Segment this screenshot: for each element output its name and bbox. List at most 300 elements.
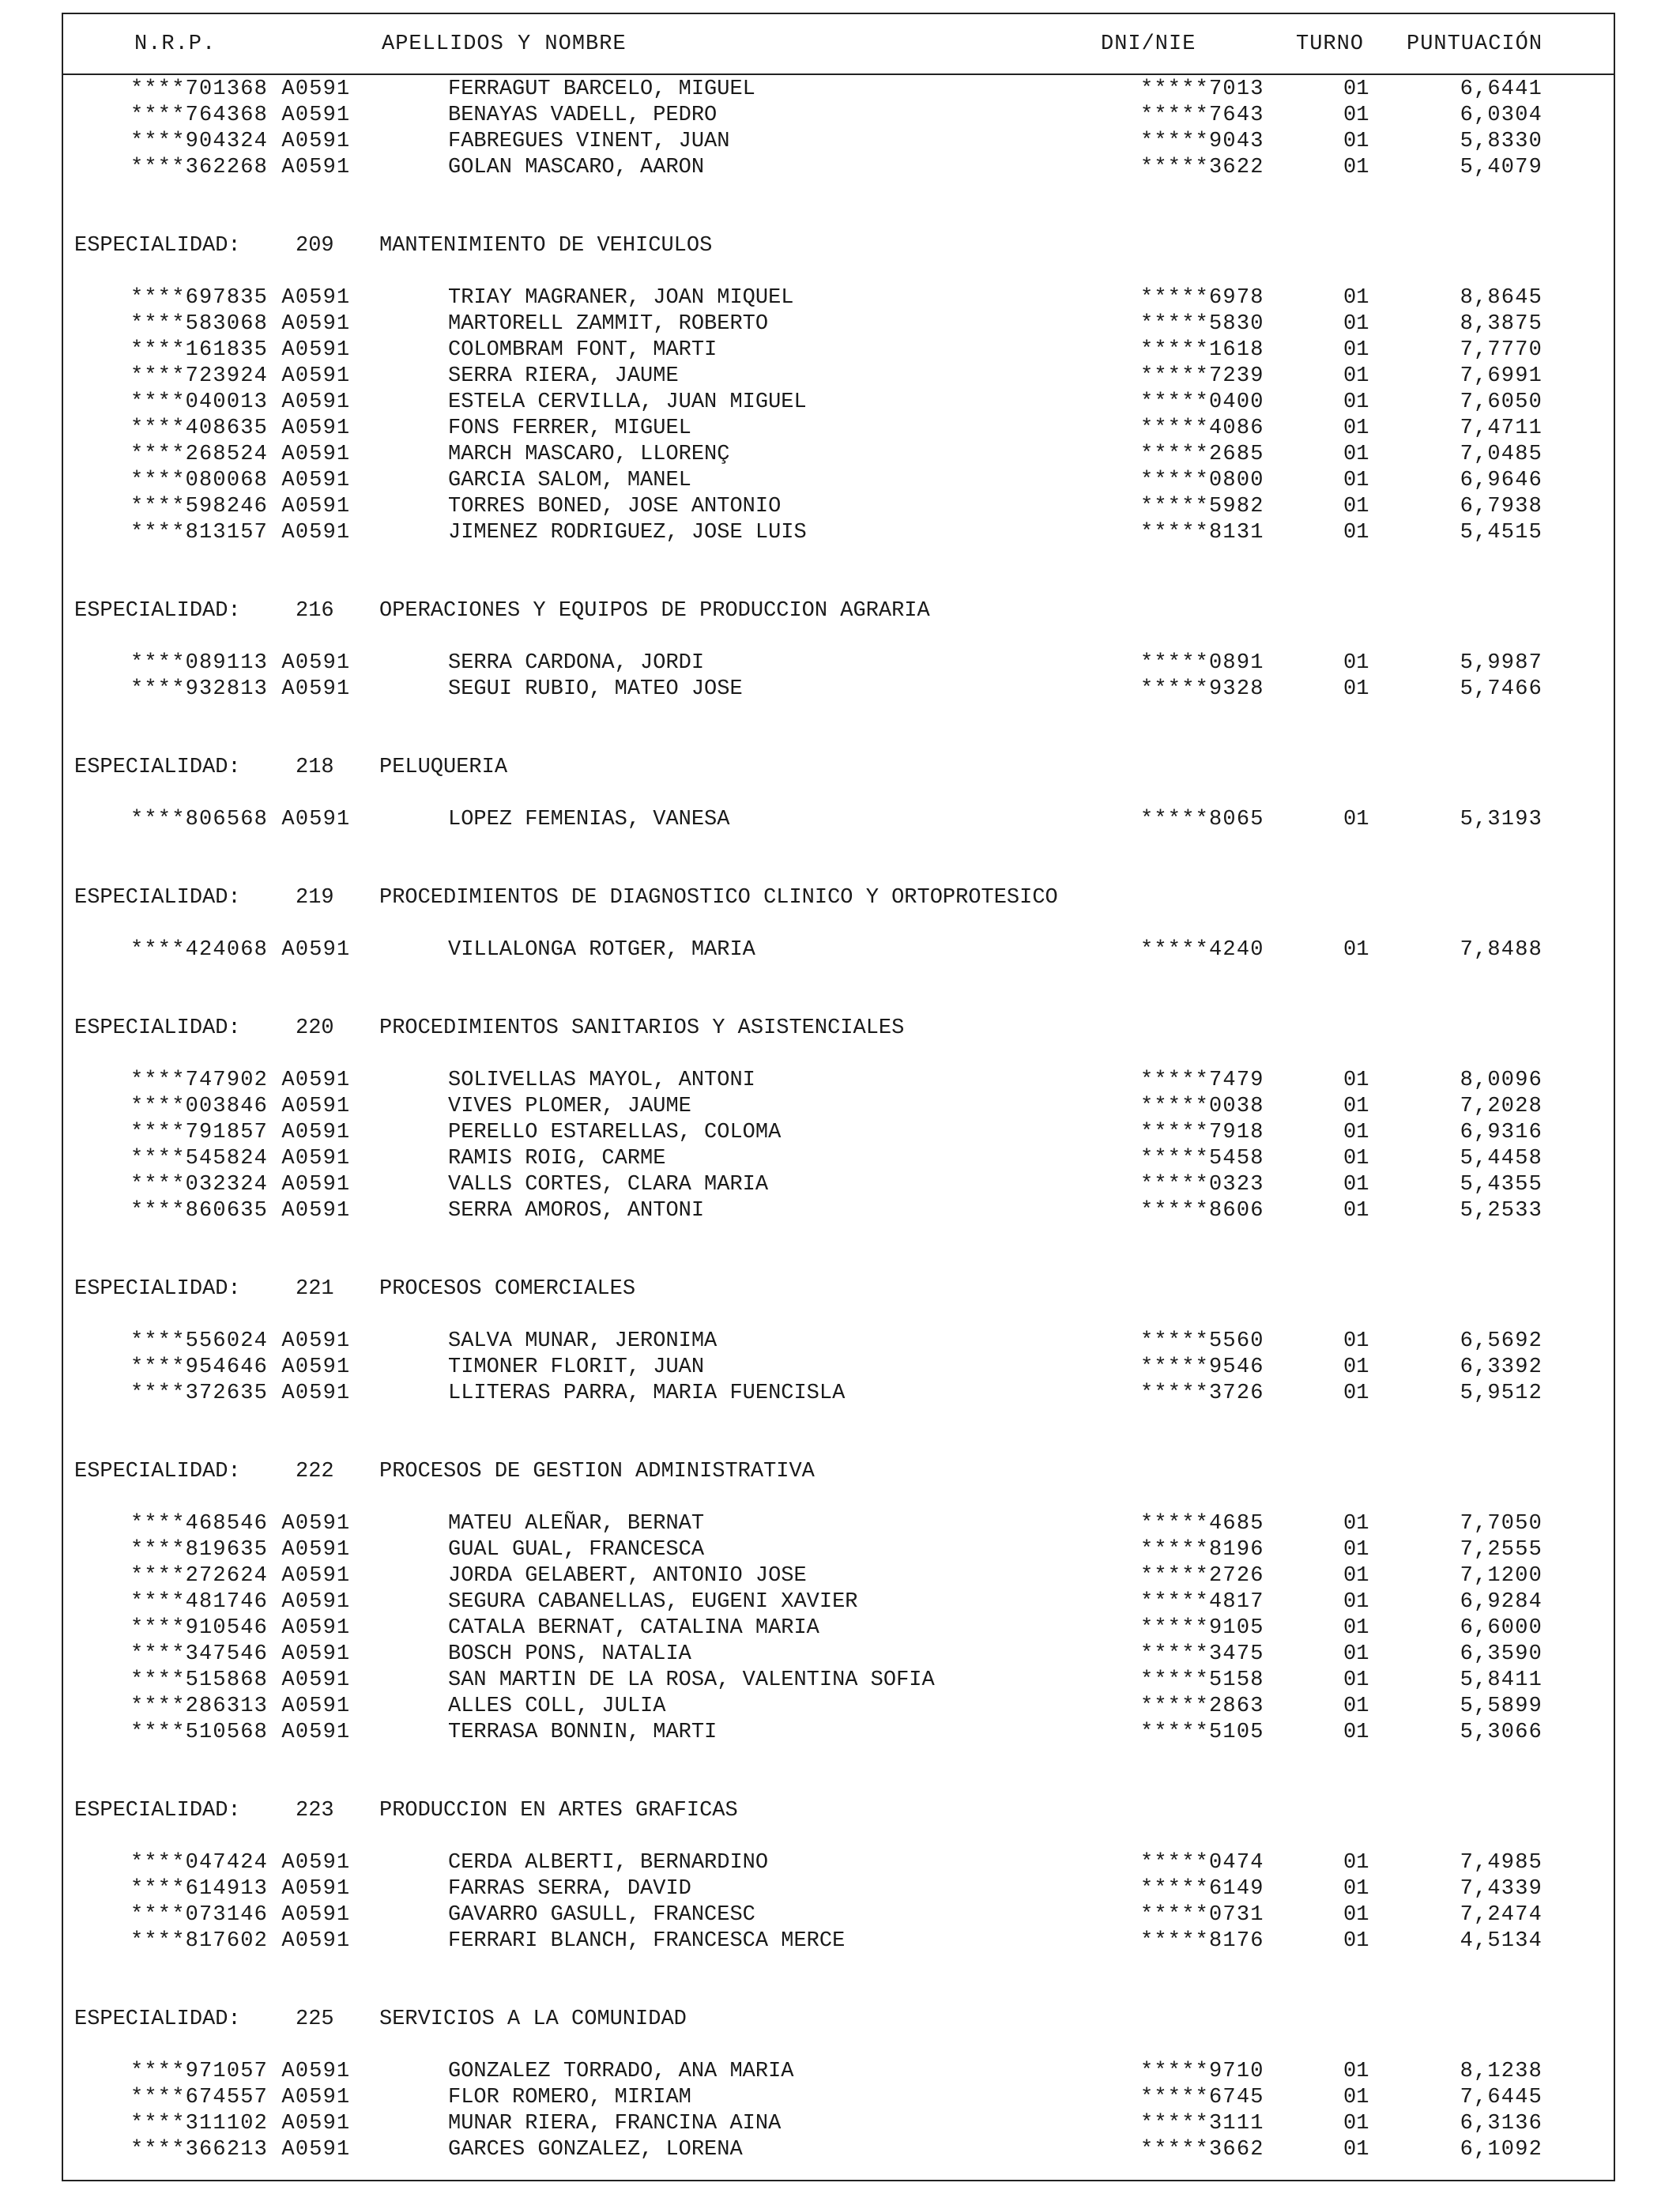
cell-dni: *****4685 bbox=[1140, 1512, 1264, 1536]
cell-turno: 01 bbox=[1343, 1668, 1369, 1692]
table-row bbox=[0, 285, 1680, 311]
cell-name: SERRA RIERA, JAUME bbox=[448, 364, 679, 388]
cell-dni: *****2863 bbox=[1140, 1695, 1264, 1718]
section-spacer bbox=[0, 1955, 1680, 2007]
cell-name: FERRARI BLANCH, FRANCESCA MERCE bbox=[448, 1929, 846, 1953]
table-row bbox=[0, 364, 1680, 390]
cell-puntuacion: 6,1092 bbox=[1460, 2138, 1543, 2162]
cell-turno: 01 bbox=[1343, 1147, 1369, 1171]
table-row bbox=[0, 337, 1680, 364]
especialidad-heading bbox=[0, 755, 1680, 781]
cell-dni: *****0400 bbox=[1140, 390, 1264, 414]
section-spacer bbox=[0, 546, 1680, 598]
cell-nrp: ****089113 A0591 bbox=[130, 651, 351, 675]
table-row bbox=[0, 416, 1680, 442]
cell-turno: 01 bbox=[1343, 338, 1369, 362]
especialidad-name: PROCESOS DE GESTION ADMINISTRATIVA bbox=[379, 1460, 815, 1483]
cell-dni: *****7239 bbox=[1140, 364, 1264, 388]
cell-turno: 01 bbox=[1343, 156, 1369, 179]
cell-dni: *****3111 bbox=[1140, 2112, 1264, 2136]
table-row bbox=[0, 1668, 1680, 1694]
cell-turno: 01 bbox=[1343, 1382, 1369, 1405]
table-row bbox=[0, 1694, 1680, 1720]
cell-puntuacion: 5,3193 bbox=[1460, 808, 1543, 831]
cell-turno: 01 bbox=[1343, 130, 1369, 153]
cell-nrp: ****697835 A0591 bbox=[130, 286, 351, 310]
cell-name: SAN MARTIN DE LA ROSA, VALENTINA SOFIA bbox=[448, 1668, 935, 1692]
cell-nrp: ****481746 A0591 bbox=[130, 1590, 351, 1614]
cell-name: TERRASA BONNIN, MARTI bbox=[448, 1721, 718, 1744]
cell-puntuacion: 6,9316 bbox=[1460, 1121, 1543, 1144]
cell-puntuacion: 6,9646 bbox=[1460, 469, 1543, 492]
cell-turno: 01 bbox=[1343, 1512, 1369, 1536]
cell-dni: *****7013 bbox=[1140, 77, 1264, 101]
table-row bbox=[0, 129, 1680, 155]
section-spacer bbox=[0, 1407, 1680, 1459]
especialidad-name: MANTENIMIENTO DE VEHICULOS bbox=[379, 234, 713, 258]
cell-dni: *****3726 bbox=[1140, 1382, 1264, 1405]
cell-dni: *****4086 bbox=[1140, 417, 1264, 440]
cell-turno: 01 bbox=[1343, 1199, 1369, 1223]
cell-dni: *****5560 bbox=[1140, 1329, 1264, 1353]
cell-nrp: ****817602 A0591 bbox=[130, 1929, 351, 1953]
cell-puntuacion: 7,2555 bbox=[1460, 1538, 1543, 1562]
cell-dni: *****3662 bbox=[1140, 2138, 1264, 2162]
cell-dni: *****5458 bbox=[1140, 1147, 1264, 1171]
cell-puntuacion: 7,7050 bbox=[1460, 1512, 1543, 1536]
cell-turno: 01 bbox=[1343, 443, 1369, 466]
table-row bbox=[0, 2059, 1680, 2085]
especialidad-code: 218 bbox=[296, 756, 334, 779]
table-row bbox=[0, 1068, 1680, 1094]
cell-name: GOLAN MASCARO, AARON bbox=[448, 156, 705, 179]
cell-turno: 01 bbox=[1343, 1329, 1369, 1353]
cell-dni: *****8196 bbox=[1140, 1538, 1264, 1562]
cell-puntuacion: 7,4985 bbox=[1460, 1851, 1543, 1875]
table-row bbox=[0, 1876, 1680, 1902]
cell-turno: 01 bbox=[1343, 1616, 1369, 1640]
especialidad-code: 220 bbox=[296, 1016, 334, 1040]
cell-puntuacion: 4,5134 bbox=[1460, 1929, 1543, 1953]
heading-spacer bbox=[0, 1485, 1680, 1511]
especialidad-heading bbox=[0, 1798, 1680, 1824]
cell-name: VILLALONGA ROTGER, MARIA bbox=[448, 938, 755, 962]
heading-spacer bbox=[0, 1302, 1680, 1329]
cell-turno: 01 bbox=[1343, 1538, 1369, 1562]
cell-puntuacion: 5,2533 bbox=[1460, 1199, 1543, 1223]
section-spacer bbox=[0, 703, 1680, 755]
cell-name: MATEU ALEÑAR, BERNAT bbox=[448, 1512, 705, 1536]
cell-name: TORRES BONED, JOSE ANTONIO bbox=[448, 495, 782, 518]
cell-puntuacion: 6,3590 bbox=[1460, 1642, 1543, 1666]
cell-name: FARRAS SERRA, DAVID bbox=[448, 1877, 691, 1901]
cell-nrp: ****366213 A0591 bbox=[130, 2138, 351, 2162]
cell-turno: 01 bbox=[1343, 2060, 1369, 2083]
cell-dni: *****5105 bbox=[1140, 1721, 1264, 1744]
cell-dni: *****8065 bbox=[1140, 808, 1264, 831]
especialidad-heading bbox=[0, 1459, 1680, 1485]
cell-name: MARTORELL ZAMMIT, ROBERTO bbox=[448, 312, 769, 336]
table-row bbox=[0, 650, 1680, 677]
table-row bbox=[0, 807, 1680, 833]
cell-name: GONZALEZ TORRADO, ANA MARIA bbox=[448, 2060, 794, 2083]
table-row bbox=[0, 1850, 1680, 1876]
cell-turno: 01 bbox=[1343, 808, 1369, 831]
cell-puntuacion: 5,9512 bbox=[1460, 1382, 1543, 1405]
cell-puntuacion: 7,1200 bbox=[1460, 1564, 1543, 1588]
cell-nrp: ****954646 A0591 bbox=[130, 1355, 351, 1379]
cell-nrp: ****860635 A0591 bbox=[130, 1199, 351, 1223]
section-spacer bbox=[0, 963, 1680, 1016]
cell-puntuacion: 7,4339 bbox=[1460, 1877, 1543, 1901]
cell-turno: 01 bbox=[1343, 286, 1369, 310]
cell-puntuacion: 8,0096 bbox=[1460, 1069, 1543, 1092]
cell-nrp: ****311102 A0591 bbox=[130, 2112, 351, 2136]
heading-spacer bbox=[0, 781, 1680, 807]
cell-puntuacion: 7,8488 bbox=[1460, 938, 1543, 962]
cell-name: GARCIA SALOM, MANEL bbox=[448, 469, 691, 492]
especialidad-heading bbox=[0, 1016, 1680, 1042]
header-turno: TURNO bbox=[1296, 32, 1365, 56]
especialidad-heading bbox=[0, 2007, 1680, 2033]
cell-name: FERRAGUT BARCELO, MIGUEL bbox=[448, 77, 755, 101]
table-row bbox=[0, 1094, 1680, 1120]
cell-nrp: ****932813 A0591 bbox=[130, 677, 351, 701]
table-row bbox=[0, 937, 1680, 963]
cell-puntuacion: 5,4079 bbox=[1460, 156, 1543, 179]
cell-nrp: ****910546 A0591 bbox=[130, 1616, 351, 1640]
cell-puntuacion: 7,6050 bbox=[1460, 390, 1543, 414]
especialidad-code: 221 bbox=[296, 1277, 334, 1301]
table-row bbox=[0, 677, 1680, 703]
cell-puntuacion: 6,7938 bbox=[1460, 495, 1543, 518]
cell-puntuacion: 7,6445 bbox=[1460, 2086, 1543, 2109]
cell-turno: 01 bbox=[1343, 104, 1369, 127]
cell-dni: *****6978 bbox=[1140, 286, 1264, 310]
cell-nrp: ****040013 A0591 bbox=[130, 390, 351, 414]
cell-nrp: ****764368 A0591 bbox=[130, 104, 351, 127]
especialidad-name: PELUQUERIA bbox=[379, 756, 508, 779]
cell-name: VIVES PLOMER, JAUME bbox=[448, 1095, 691, 1118]
cell-name: GAVARRO GASULL, FRANCESC bbox=[448, 1903, 755, 1927]
cell-turno: 01 bbox=[1343, 521, 1369, 545]
cell-name: SERRA CARDONA, JORDI bbox=[448, 651, 705, 675]
table-row bbox=[0, 1615, 1680, 1642]
cell-turno: 01 bbox=[1343, 390, 1369, 414]
cell-name: TIMONER FLORIT, JUAN bbox=[448, 1355, 705, 1379]
especialidad-label: ESPECIALIDAD: bbox=[74, 1460, 241, 1483]
especialidad-heading bbox=[0, 885, 1680, 911]
cell-name: TRIAY MAGRANER, JOAN MIQUEL bbox=[448, 286, 794, 310]
cell-name: LLITERAS PARRA, MARIA FUENCISLA bbox=[448, 1382, 846, 1405]
cell-turno: 01 bbox=[1343, 1355, 1369, 1379]
table-row bbox=[0, 1355, 1680, 1381]
cell-nrp: ****598246 A0591 bbox=[130, 495, 351, 518]
cell-name: VALLS CORTES, CLARA MARIA bbox=[448, 1173, 769, 1197]
cell-turno: 01 bbox=[1343, 2138, 1369, 2162]
cell-dni: *****0800 bbox=[1140, 469, 1264, 492]
table-row bbox=[0, 103, 1680, 129]
cell-nrp: ****003846 A0591 bbox=[130, 1095, 351, 1118]
cell-nrp: ****583068 A0591 bbox=[130, 312, 351, 336]
cell-puntuacion: 5,3066 bbox=[1460, 1721, 1543, 1744]
cell-nrp: ****073146 A0591 bbox=[130, 1903, 351, 1927]
cell-dni: *****9105 bbox=[1140, 1616, 1264, 1640]
table-row bbox=[0, 442, 1680, 468]
cell-name: CERDA ALBERTI, BERNARDINO bbox=[448, 1851, 769, 1875]
cell-nrp: ****347546 A0591 bbox=[130, 1642, 351, 1666]
cell-dni: *****7643 bbox=[1140, 104, 1264, 127]
cell-turno: 01 bbox=[1343, 1121, 1369, 1144]
heading-spacer bbox=[0, 624, 1680, 650]
heading-spacer bbox=[0, 259, 1680, 285]
cell-turno: 01 bbox=[1343, 1929, 1369, 1953]
especialidad-code: 209 bbox=[296, 234, 334, 258]
especialidad-heading bbox=[0, 1276, 1680, 1302]
cell-name: FONS FERRER, MIGUEL bbox=[448, 417, 691, 440]
table-row bbox=[0, 1902, 1680, 1928]
cell-dni: *****8131 bbox=[1140, 521, 1264, 545]
cell-dni: *****6149 bbox=[1140, 1877, 1264, 1901]
table-row bbox=[0, 2085, 1680, 2111]
cell-puntuacion: 7,2474 bbox=[1460, 1903, 1543, 1927]
cell-puntuacion: 6,6000 bbox=[1460, 1616, 1543, 1640]
cell-dni: *****0323 bbox=[1140, 1173, 1264, 1197]
cell-nrp: ****510568 A0591 bbox=[130, 1721, 351, 1744]
cell-turno: 01 bbox=[1343, 1903, 1369, 1927]
cell-dni: *****3475 bbox=[1140, 1642, 1264, 1666]
header-divider bbox=[62, 74, 1615, 75]
cell-nrp: ****806568 A0591 bbox=[130, 808, 351, 831]
cell-turno: 01 bbox=[1343, 2086, 1369, 2109]
especialidad-code: 222 bbox=[296, 1460, 334, 1483]
cell-name: JIMENEZ RODRIGUEZ, JOSE LUIS bbox=[448, 521, 807, 545]
cell-turno: 01 bbox=[1343, 1069, 1369, 1092]
cell-turno: 01 bbox=[1343, 1095, 1369, 1118]
cell-puntuacion: 6,3136 bbox=[1460, 2112, 1543, 2136]
cell-puntuacion: 7,0485 bbox=[1460, 443, 1543, 466]
especialidad-heading bbox=[0, 233, 1680, 259]
table-row bbox=[0, 1589, 1680, 1615]
heading-spacer bbox=[0, 2033, 1680, 2059]
cell-turno: 01 bbox=[1343, 312, 1369, 336]
table-row bbox=[0, 1563, 1680, 1589]
cell-nrp: ****614913 A0591 bbox=[130, 1877, 351, 1901]
cell-nrp: ****701368 A0591 bbox=[130, 77, 351, 101]
cell-puntuacion: 6,0304 bbox=[1460, 104, 1543, 127]
cell-nrp: ****362268 A0591 bbox=[130, 156, 351, 179]
cell-nrp: ****047424 A0591 bbox=[130, 1851, 351, 1875]
cell-dni: *****0731 bbox=[1140, 1903, 1264, 1927]
table-row bbox=[0, 1928, 1680, 1955]
table-row bbox=[0, 468, 1680, 494]
cell-name: MUNAR RIERA, FRANCINA AINA bbox=[448, 2112, 782, 2136]
table-row bbox=[0, 311, 1680, 337]
cell-turno: 01 bbox=[1343, 1590, 1369, 1614]
cell-turno: 01 bbox=[1343, 677, 1369, 701]
table-row bbox=[0, 1642, 1680, 1668]
cell-dni: *****7918 bbox=[1140, 1121, 1264, 1144]
especialidad-name: OPERACIONES Y EQUIPOS DE PRODUCCION AGRARIA bbox=[379, 599, 930, 623]
table-row bbox=[0, 1198, 1680, 1224]
cell-nrp: ****515868 A0591 bbox=[130, 1668, 351, 1692]
cell-name: SEGURA CABANELLAS, EUGENI XAVIER bbox=[448, 1590, 858, 1614]
table-row bbox=[0, 1511, 1680, 1537]
cell-nrp: ****904324 A0591 bbox=[130, 130, 351, 153]
especialidad-code: 223 bbox=[296, 1799, 334, 1823]
header-nrp: N.R.P. bbox=[134, 32, 217, 56]
cell-puntuacion: 5,7466 bbox=[1460, 677, 1543, 701]
cell-name: ALLES COLL, JULIA bbox=[448, 1695, 666, 1718]
cell-name: FABREGUES VINENT, JUAN bbox=[448, 130, 730, 153]
cell-puntuacion: 7,6991 bbox=[1460, 364, 1543, 388]
cell-puntuacion: 8,1238 bbox=[1460, 2060, 1543, 2083]
cell-name: BOSCH PONS, NATALIA bbox=[448, 1642, 691, 1666]
table-row bbox=[0, 1146, 1680, 1172]
cell-nrp: ****545824 A0591 bbox=[130, 1147, 351, 1171]
cell-dni: *****8606 bbox=[1140, 1199, 1264, 1223]
cell-puntuacion: 6,5692 bbox=[1460, 1329, 1543, 1353]
cell-name: SALVA MUNAR, JERONIMA bbox=[448, 1329, 718, 1353]
especialidad-name: PRODUCCION EN ARTES GRAFICAS bbox=[379, 1799, 738, 1823]
table-row bbox=[0, 494, 1680, 520]
cell-turno: 01 bbox=[1343, 1851, 1369, 1875]
cell-dni: *****8176 bbox=[1140, 1929, 1264, 1953]
cell-nrp: ****080068 A0591 bbox=[130, 469, 351, 492]
cell-dni: *****9710 bbox=[1140, 2060, 1264, 2083]
cell-nrp: ****032324 A0591 bbox=[130, 1173, 351, 1197]
cell-turno: 01 bbox=[1343, 1173, 1369, 1197]
header-puntuacion: PUNTUACIÓN bbox=[1407, 32, 1543, 56]
cell-dni: *****0891 bbox=[1140, 651, 1264, 675]
cell-nrp: ****674557 A0591 bbox=[130, 2086, 351, 2109]
cell-name: RAMIS ROIG, CARME bbox=[448, 1147, 666, 1171]
table-row bbox=[0, 2137, 1680, 2163]
cell-name: LOPEZ FEMENIAS, VANESA bbox=[448, 808, 730, 831]
cell-puntuacion: 5,9987 bbox=[1460, 651, 1543, 675]
heading-spacer bbox=[0, 1824, 1680, 1850]
especialidad-heading bbox=[0, 598, 1680, 624]
cell-name: SOLIVELLAS MAYOL, ANTONI bbox=[448, 1069, 755, 1092]
cell-dni: *****4240 bbox=[1140, 938, 1264, 962]
cell-puntuacion: 6,9284 bbox=[1460, 1590, 1543, 1614]
table-row bbox=[0, 1720, 1680, 1746]
cell-dni: *****5982 bbox=[1140, 495, 1264, 518]
section-spacer bbox=[0, 1224, 1680, 1276]
section-spacer bbox=[0, 833, 1680, 885]
cell-nrp: ****747902 A0591 bbox=[130, 1069, 351, 1092]
header-dni: DNI/NIE bbox=[1101, 32, 1196, 56]
cell-name: JORDA GELABERT, ANTONIO JOSE bbox=[448, 1564, 807, 1588]
especialidad-code: 225 bbox=[296, 2007, 334, 2031]
cell-dni: *****4817 bbox=[1140, 1590, 1264, 1614]
cell-nrp: ****372635 A0591 bbox=[130, 1382, 351, 1405]
cell-nrp: ****819635 A0591 bbox=[130, 1538, 351, 1562]
cell-puntuacion: 5,8330 bbox=[1460, 130, 1543, 153]
cell-puntuacion: 5,4458 bbox=[1460, 1147, 1543, 1171]
cell-puntuacion: 6,6441 bbox=[1460, 77, 1543, 101]
cell-turno: 01 bbox=[1343, 495, 1369, 518]
cell-name: SEGUI RUBIO, MATEO JOSE bbox=[448, 677, 743, 701]
cell-dni: *****1618 bbox=[1140, 338, 1264, 362]
cell-turno: 01 bbox=[1343, 417, 1369, 440]
cell-nrp: ****971057 A0591 bbox=[130, 2060, 351, 2083]
cell-turno: 01 bbox=[1343, 77, 1369, 101]
document-body bbox=[0, 77, 1680, 2163]
table-row bbox=[0, 1172, 1680, 1198]
heading-spacer bbox=[0, 1042, 1680, 1068]
cell-puntuacion: 5,5899 bbox=[1460, 1695, 1543, 1718]
section-spacer bbox=[0, 1746, 1680, 1798]
cell-name: MARCH MASCARO, LLORENÇ bbox=[448, 443, 730, 466]
especialidad-name: PROCEDIMIENTOS SANITARIOS Y ASISTENCIALES bbox=[379, 1016, 905, 1040]
cell-nrp: ****468546 A0591 bbox=[130, 1512, 351, 1536]
cell-turno: 01 bbox=[1343, 2112, 1369, 2136]
cell-puntuacion: 5,4515 bbox=[1460, 521, 1543, 545]
especialidad-name: PROCESOS COMERCIALES bbox=[379, 1277, 636, 1301]
cell-turno: 01 bbox=[1343, 651, 1369, 675]
especialidad-name: SERVICIOS A LA COMUNIDAD bbox=[379, 2007, 687, 2031]
cell-dni: *****0038 bbox=[1140, 1095, 1264, 1118]
table-row bbox=[0, 1537, 1680, 1563]
cell-name: COLOMBRAM FONT, MARTI bbox=[448, 338, 718, 362]
cell-dni: *****2685 bbox=[1140, 443, 1264, 466]
cell-dni: *****5830 bbox=[1140, 312, 1264, 336]
cell-nrp: ****556024 A0591 bbox=[130, 1329, 351, 1353]
cell-puntuacion: 7,7770 bbox=[1460, 338, 1543, 362]
especialidad-label: ESPECIALIDAD: bbox=[74, 756, 241, 779]
especialidad-label: ESPECIALIDAD: bbox=[74, 599, 241, 623]
cell-dni: *****6745 bbox=[1140, 2086, 1264, 2109]
cell-dni: *****9328 bbox=[1140, 677, 1264, 701]
cell-nrp: ****161835 A0591 bbox=[130, 338, 351, 362]
cell-name: GUAL GUAL, FRANCESCA bbox=[448, 1538, 705, 1562]
cell-turno: 01 bbox=[1343, 938, 1369, 962]
cell-dni: *****9546 bbox=[1140, 1355, 1264, 1379]
cell-puntuacion: 8,3875 bbox=[1460, 312, 1543, 336]
cell-turno: 01 bbox=[1343, 364, 1369, 388]
especialidad-name: PROCEDIMIENTOS DE DIAGNOSTICO CLINICO Y ORTOPROTESICO bbox=[379, 886, 1058, 910]
cell-turno: 01 bbox=[1343, 1721, 1369, 1744]
especialidad-label: ESPECIALIDAD: bbox=[74, 886, 241, 910]
cell-puntuacion: 5,8411 bbox=[1460, 1668, 1543, 1692]
cell-name: PERELLO ESTARELLAS, COLOMA bbox=[448, 1121, 782, 1144]
cell-nrp: ****813157 A0591 bbox=[130, 521, 351, 545]
section-spacer bbox=[0, 181, 1680, 233]
cell-dni: *****5158 bbox=[1140, 1668, 1264, 1692]
cell-puntuacion: 7,2028 bbox=[1460, 1095, 1543, 1118]
cell-name: ESTELA CERVILLA, JUAN MIGUEL bbox=[448, 390, 807, 414]
cell-puntuacion: 5,4355 bbox=[1460, 1173, 1543, 1197]
table-row bbox=[0, 520, 1680, 546]
table-row bbox=[0, 2111, 1680, 2137]
cell-turno: 01 bbox=[1343, 469, 1369, 492]
header-name: APELLIDOS Y NOMBRE bbox=[382, 32, 627, 56]
cell-puntuacion: 8,8645 bbox=[1460, 286, 1543, 310]
table-row bbox=[0, 1120, 1680, 1146]
especialidad-label: ESPECIALIDAD: bbox=[74, 1277, 241, 1301]
cell-nrp: ****286313 A0591 bbox=[130, 1695, 351, 1718]
cell-name: FLOR ROMERO, MIRIAM bbox=[448, 2086, 691, 2109]
cell-nrp: ****272624 A0591 bbox=[130, 1564, 351, 1588]
especialidad-code: 216 bbox=[296, 599, 334, 623]
cell-nrp: ****791857 A0591 bbox=[130, 1121, 351, 1144]
especialidad-label: ESPECIALIDAD: bbox=[74, 2007, 241, 2031]
especialidad-label: ESPECIALIDAD: bbox=[74, 234, 241, 258]
table-row bbox=[0, 1329, 1680, 1355]
cell-name: GARCES GONZALEZ, LORENA bbox=[448, 2138, 743, 2162]
cell-dni: *****7479 bbox=[1140, 1069, 1264, 1092]
